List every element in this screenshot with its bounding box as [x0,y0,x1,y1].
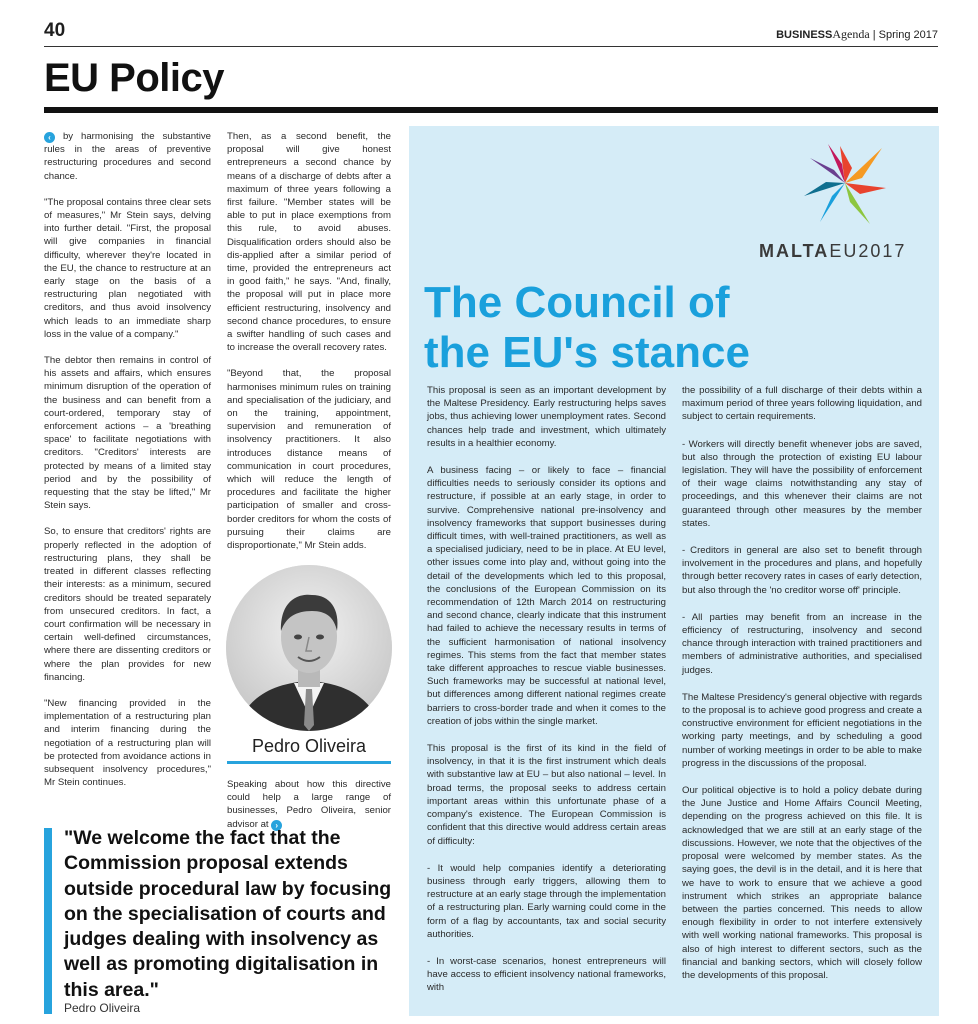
paragraph: Our political objective is to hold a policy debate during the June Justice and Home Affairs Council Meeting, depending on the progress achieved on this file. It is acknowledged that we are still at an early stage of the discussions. However, we note that the objectives of the proposal were welcomed by member states. As the saying goes, the devil is in the detail, and it is here that we have to work to ensure that we achieve a good instrument which strikes an appropriate balance between the parties concerned. This needs to allow enough flexibility in order to not interfere extensively with well working national frameworks. This proposal is also of high interest to different sectors, such as the financial and banking sectors, which will closely follow the developments of this proposal. [682,785,922,981]
quote-accent-bar [44,828,52,1014]
malta-eu2017-logo [759,241,906,262]
masthead [776,27,938,42]
sidebar-column-right [682,384,922,996]
issue-label: Spring 2017 [878,29,938,41]
paragraph: - All parties may benefit from an increase in the efficiency of restructuring, insolvency and second chance through interaction with trained practitioners and members of administrative authorities, and specialised judges. [682,611,922,676]
paragraph: - Creditors in general are also set to benefit through involvement in the procedures and plans, and hopefully through better recovery rates in cases of early detection, but also through the 'no creditor worse off' principle. [682,545,922,596]
paragraph: "The proposal contains three clear sets of measures," Mr Stein says, delving into further detail. "First, the proposal will give companies in financial difficulty, wherever they're located in the EU, the chance to restructure at an early stage on the basis of a restructuring plan negotiated with creditors, and thus avoid insolvency which leads to an immediate sharp loss in the value of a company." [44,196,211,340]
paragraph: This proposal is seen as an important development by the Maltese Presidency. Early restructuring helps saves jobs, thus achieving lower unemployment rates. Second chances help trade and investment, which ultimately results in a healthier economy. [427,385,666,449]
logo-text-bold: MALTA [759,241,830,261]
arrow-right-circle-icon: › [271,820,282,831]
caption-rule [227,761,391,764]
paragraph: Then, as a second benefit, the proposal will give honest entrepreneurs a second chance by means of a discharge of debts after a maximum of three years following a first failure. "Member states will be able to put in place exemptions from this rule, to avoid abuses. Disqualification orders should also be dis-applied after a similar period of time, provided the entrepreneurs act in good faith," he says. "And, finally, the proposal will put in place more efficient restructuring, insolvency and second chance procedures, to ensure a swifter handling of such cases and to increase the overall recovery rates. [227,131,391,354]
paragraph-text: by harmonising the substantive rules in the areas of preventive restructuring procedures and second chance. [44,131,211,182]
publication-name-rest: Agenda [832,27,870,41]
masthead-separator: | [869,29,879,41]
paragraph: This proposal is the first of its kind in the field of insolvency, in that it is the first instrument which deals with substantive law at EU – but also national – level. In broad terms, the proposal seeks to address certain important areas within this unfortunate phase of a company's existence. The European Commission is confident that this directive would address certain areas of difficulty: [427,743,666,847]
quote-author: Pedro Oliveira [64,1001,141,1015]
malta-star-icon [800,138,890,228]
paragraph: A business facing – or likely to face – financial difficulties needs to seriously consider its options and restructure, if possible at an early stage, in order to survive. Comprehensive national pre-insolvency and insolvency frameworks that support businesses during difficult times, with well-trained practitioners, as well as a specialised judiciary, need to be in place. At EU level, other issues come into play and, without going into the detail of the developments which led to this proposal, the conclusions of the European Commission on its recommendation of 12th March 2014 on restructuring and second chance, clearly indicate that this instrument had failed to achieve the necessary results in terms of the sufficient harmonisation of national insolvency regimes. This stems from the fact that member states take different approaches to rescue viable businesses. Such frameworks may be successful at national level, but differences among different national regimes create barriers to cross-border trade and when it comes to the creation of jobs within the single market. [427,465,666,727]
paragraph: So, to ensure that creditors' rights are properly reflected in the adoption of restructuring plans, they shall be treated in different classes reflecting their interests: as a minimum, secured creditors should be treated separately from unsecured creditors. In fact, a court confirmation will be necessary in certain well-defined circumstances, where there are dissenting creditors or where the plan provides for new financing. [44,526,211,683]
paragraph: - It would help companies identify a deteriorating business through early triggers, allowing them to restructure at an early stage through the implementation of a restructuring plan. Early warning could come in the form of a flag by accountants, tax and social security authorities. [427,862,666,940]
paragraph: - Workers will directly benefit whenever jobs are saved, but also through the protection of existing EU labour legislation. They will have the possibility of enforcement of their wage claims notwithstanding any stay of proceedings, and this whenever their claims are not guaranteed through other measures by the member states. [682,438,922,529]
paragraph-text: Speaking about how this directive could help a large range of businesses, Pedro Oliveira, senior advisor at [227,779,391,830]
paragraph: - In worst-case scenarios, honest entrepreneurs will have access to efficient insolvency national frameworks, with [427,955,666,994]
pull-quote: "We welcome the fact that the Commission proposal extends outside procedural law by focusing on the specialisation of courts and judges dealing with insolvency as well as promoting digitalisation in this area." [64,827,392,1001]
portrait-caption: Pedro Oliveira [251,736,367,756]
section-title: EU Policy [44,56,225,100]
logo-text-rest: EU2017 [829,241,907,261]
paragraph: "Beyond that, the proposal harmonises minimum rules on training and specialisation of the judiciary, and on the training, appointment, supervision and remuneration of insolvency practitioners. It also introduces distance means of communication in court procedures, which will reduce the length of procedures and facilitate the higher participation of smaller and cross-border creditors for whom the costs of pursuing their claims are disproportionate," Mr Stein adds. [227,368,391,552]
article-column-1 [44,130,211,789]
publication-name-bold: BUSINESS [776,29,833,41]
article-column-2 [227,130,391,552]
header-rule [44,46,938,47]
paragraph: "New financing provided in the implementation of a restructuring plan and interim financing during the negotiation of a restructuring plan will be protected from avoidance actions in subsequent insolvency procedures," Mr Stein continues. [44,697,211,789]
paragraph [227,778,391,831]
article-column-2-continued [227,778,391,831]
paragraph: The Maltese Presidency's general objective with regards to the proposal is to achieve good progress and create a constructive environment for efficient negotiations in the working party meetings, and by scheduling a good number of working meetings in order to be able to make progress in the discussions of the proposal. [682,691,922,769]
paragraph: The debtor then remains in control of his assets and affairs, which ensures minimum disruption of the operation of the business and can benefit from a court-ordered, temporary stay of enforcement actions – a 'breathing space' to facilitate negotiations with creditors. "Creditors' interests are protected by means of a limited stay period and by the possibility of requesting that the stay be lifted," Mr Stein says. [44,355,211,512]
portrait-photo [226,565,392,731]
title-rule [44,107,938,113]
page-number: 40 [44,20,66,41]
sidebar-column-left [427,384,666,1009]
paragraph: the possibility of a full discharge of their debts within a maximum period of three years following liquidation, and subject to certain requirements. [682,385,922,423]
paragraph [44,130,211,183]
arrow-left-circle-icon: ‹ [44,132,55,143]
sidebar-title: The Council of the EU's stance [424,278,750,377]
